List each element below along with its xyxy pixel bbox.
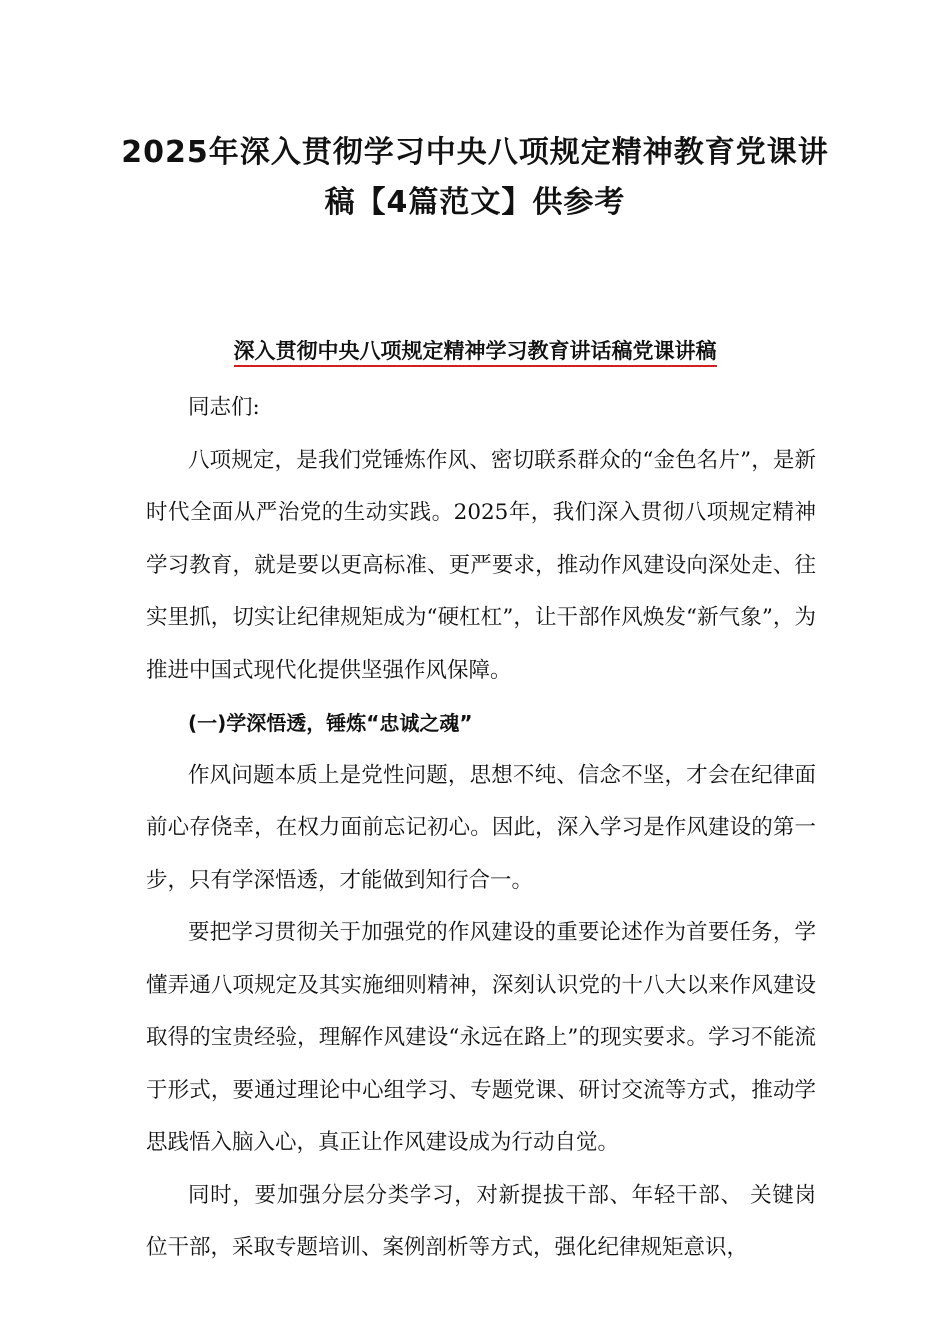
paragraph-intro: 八项规定，是我们党锤炼作风、密切联系群众的“金色名片”，是新时代全面从严治党的生动实践。2025年，我们深入贯彻八项规定精神学习教育，就是要以更高标准、更严要求，推动作风建设向深处走、往实里抓，切实让纪律规矩成为“硬杠杠”，让干部作风焕发“新气象”，为推进中国式现代化提供坚强作风保障。 xyxy=(146,447,816,683)
paragraph: 作风问题本质上是党性问题，思想不纯、信念不坚，才会在纪律面前心存侥幸，在权力面前忘记初心。因此，深入学习是作风建设的第一步，只有学深悟透，才能做到知行合一。 xyxy=(146,762,816,893)
document-title xyxy=(120,128,830,228)
section-heading: (一)学深悟透，锤炼“忠诚之魂” xyxy=(188,711,473,735)
paragraph: 同时，要加强分层分类学习，对新提拔干部、年轻干部、 关键岗位干部，采取专题培训、案例剖析等方式，强化纪律规矩意识， xyxy=(146,1182,816,1260)
article-title-text: 深入贯彻中央八项规定精神学习教育讲话稿党课讲稿 xyxy=(234,339,717,367)
salutation: 同志们: xyxy=(188,395,260,420)
paragraph: 要把学习贯彻关于加强党的作风建设的重要论述作为首要任务，学懂弄通八项规定及其实施细则精神，深刻认识党的十八大以来作风建设取得的宝贵经验，理解作风建设“永远在路上”的现实要求。学习不能流于形式，要通过理论中心组学习、专题党课、研讨交流等方式，推动学思践悟入脑入心，真正让作风建设成为行动自觉。 xyxy=(146,920,816,1155)
document-title-line-1: 2025年深入贯彻学习中央八项规定精神教育党课讲 xyxy=(121,135,829,170)
article-title xyxy=(120,335,830,367)
document-title-line-2: 稿【4篇范文】供参考 xyxy=(324,185,626,220)
article-body xyxy=(146,382,816,1275)
